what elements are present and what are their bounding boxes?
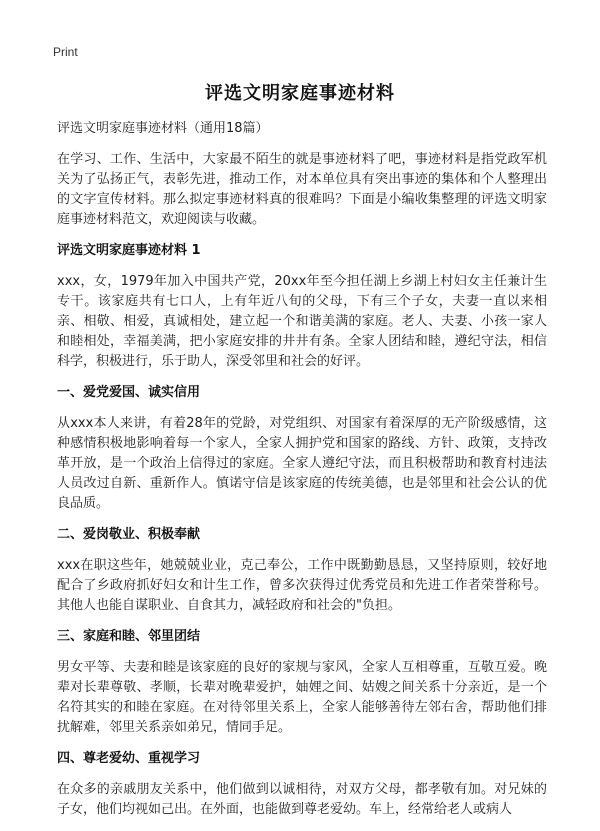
paragraph-3: 男女平等、夫妻和睦是该家庭的良好的家规与家风，全家人互相尊重，互敬互爱。晚辈对长辈尊敬、孝顺，长辈对晚辈爱护，妯娌之间、姑嫂之间关系十分亲近，是一个名符其实的和睦在家庭。在对待邻里关系上，全家人能够善待左邻右舍，帮助他们排扰解难，邻里关系亲如弟兄，情同手足。 bbox=[57, 660, 547, 735]
print-link[interactable]: Print bbox=[53, 45, 78, 59]
document-body bbox=[57, 119, 547, 831]
document-subtitle: 评选文明家庭事迹材料（通用18篇） bbox=[57, 121, 269, 136]
paragraph-2: xxx在职这些年，她兢兢业业，克己奉公，工作中既勤勤恳恳，又坚持原则，较好地配合了乡政府抓好妇女和计生工作，曾多次获得过优秀党员和先进工作者荣誉称号。其他人也能自谋职业、自食其力，减轻政府和社会的"负担。 bbox=[57, 558, 547, 613]
section-heading-3: 三、家庭和睦、邻里团结 bbox=[57, 629, 201, 644]
section-heading-2: 二、爱岗敬业、积极奉献 bbox=[57, 527, 201, 542]
section-heading-1: 一、爱党爱国、诚实信用 bbox=[57, 385, 201, 400]
paragraph-1: 从xxx本人来讲，有着28年的党龄，对党组织、对国家有着深厚的无产阶级感情，这种感情积极地影响着每一个家人，全家人拥护党和国家的路线、方针、政策，支持改革开放，是一个政治上信得过的家庭。全家人遵纪守法，而且积极帮助和教育村违法人员改过自新、重新作人。慎诺守信是该家庭的传统美德，也是邻里和社会公认的优良品质。 bbox=[57, 416, 547, 511]
section-paragraph: xxx，女，1979年加入中国共产党，20xx年至今担任湖上乡湖上村妇女主任兼计生专干。该家庭共有七口人，上有年近八旬的父母，下有三个子女，夫妻一直以来相亲、相敬、相爱，真诚相处，建立起一个和谐美满的家庭。老人、夫妻、小孩一家人和睦相处，幸福美满，把小家庭安排的井井有条。全家人团结和睦，遵纪守法，相信科学，积极进行，乐于助人，深受邻里和社会的好评。 bbox=[57, 274, 547, 369]
section-heading-4: 四、尊老爱幼、重视学习 bbox=[57, 751, 201, 766]
intro-paragraph: 在学习、工作、生活中，大家最不陌生的就是事迹材料了吧，事迹材料是指党政军机关为了弘扬正气，表彰先进，推动工作，对本单位具有突出事迹的集体和个人整理出的文字宣传材料。那么拟定事迹材料真的很难吗？下面是小编收集整理的评选文明家庭事迹材料范文，欢迎阅读与收藏。 bbox=[57, 152, 547, 227]
section-title: 评选文明家庭事迹材料 1 bbox=[57, 243, 201, 258]
paragraph-4: 在众多的亲戚朋友关系中，他们做到以诚相待，对双方父母，都孝敬有加。对兄妹的子女，他们均视如己出。在外面，也能做到尊老爱幼。车上，经常给老人或病人 bbox=[57, 782, 547, 817]
page-title: 评选文明家庭事迹材料 bbox=[205, 83, 395, 104]
